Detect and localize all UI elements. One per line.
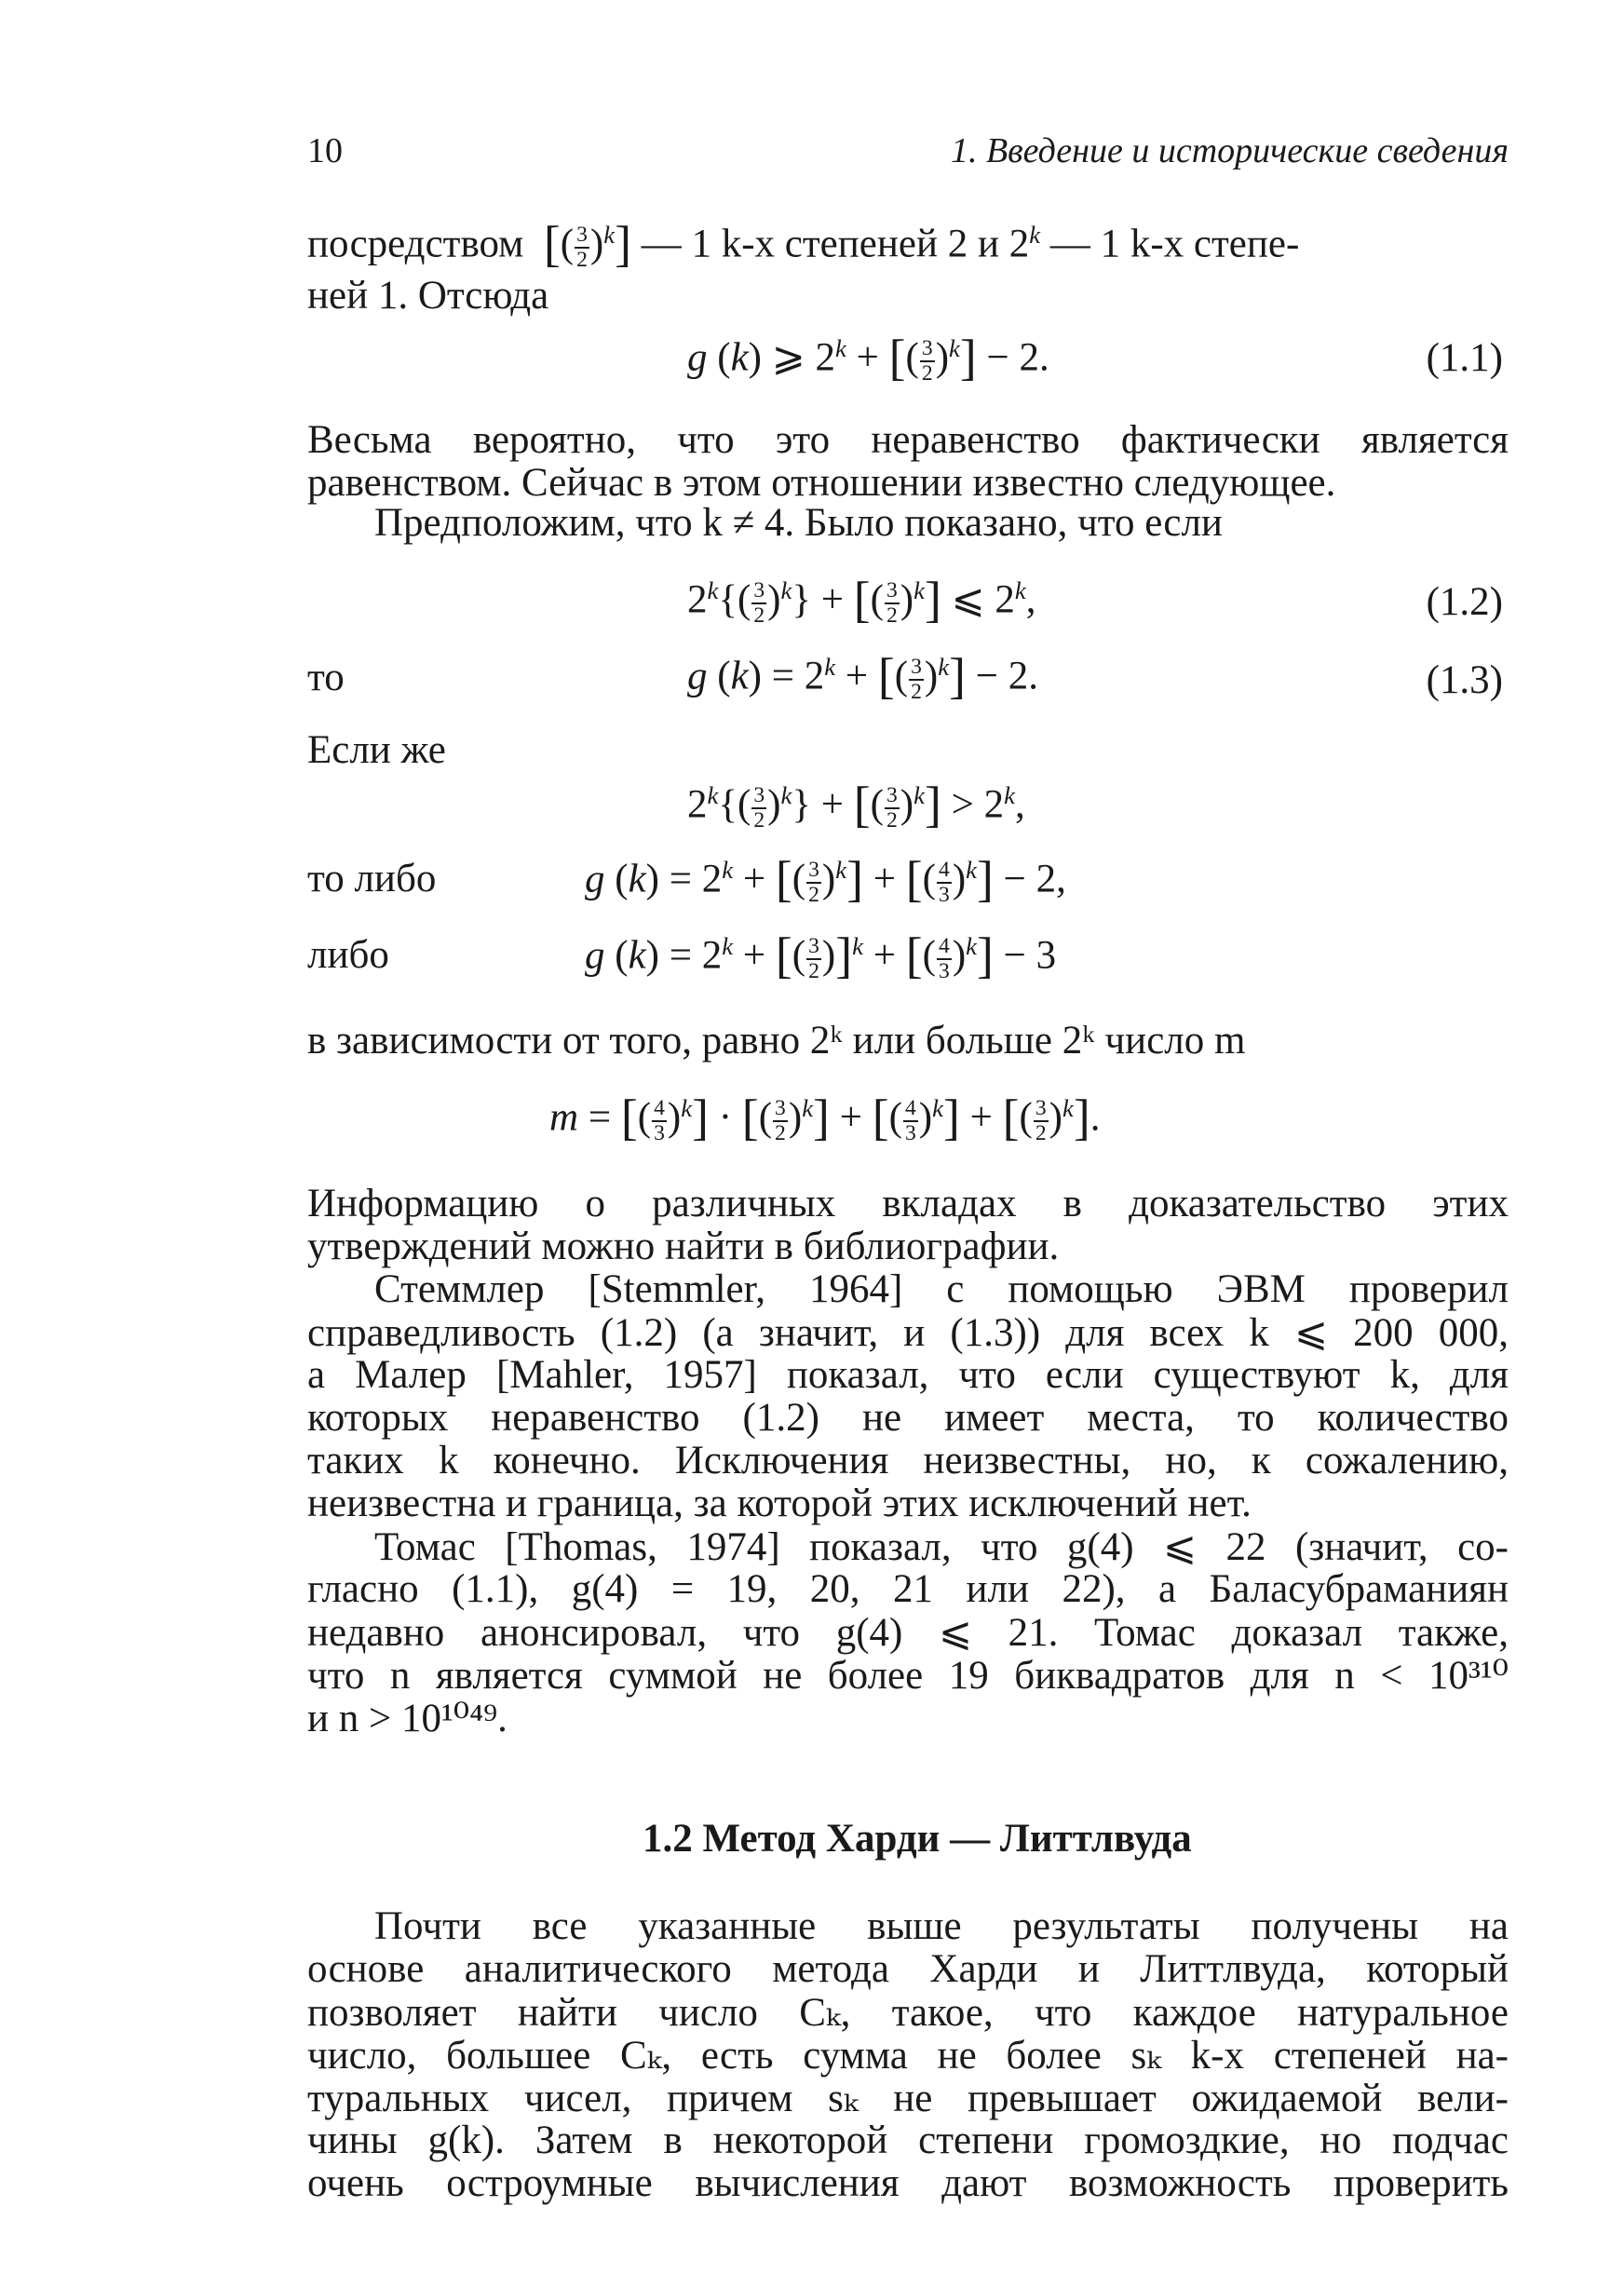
para5-line: очень остроумные вычисления дают возможность проверить	[307, 2161, 1509, 2205]
para1-line: Весьма вероятно, что это неравенство фактически является	[307, 418, 1509, 462]
para3-line: таких k конечно. Исключения неизвестны, но, к сожалению,	[307, 1439, 1509, 1482]
para3-line: Стеммлер [Stemmler, 1964] с помощью ЭВМ проверил	[374, 1267, 1509, 1311]
intro-tail: — 1 k-х степе-	[1049, 222, 1300, 266]
equation-number-1-2: (1.2)	[1426, 580, 1503, 624]
para4-line: и n > 10¹⁰⁴⁹.	[307, 1697, 508, 1740]
equation-case-2: g $(k) = 2^k$ + [( $\frac{3}{2}$ )]$^k$ + [( $\frac{4}{3}$ )$^k$] − 3	[585, 927, 1057, 983]
label-to-libo: то либо	[307, 857, 437, 900]
label-esli-zhe: Если же	[307, 728, 446, 772]
intro-line-1: посредством [( $\frac{3}{2}$ )$^k$] — 1 k-х степеней 2 и 2$^k$ — 1 k-х степе-	[307, 216, 1300, 272]
para3-line: неизвестна и граница, за которой этих исключений нет.	[307, 1482, 1252, 1525]
intro-rest: — 1 k-х степеней 2 и 2	[641, 222, 1030, 266]
para2-line: утверждений можно найти в библиографии.	[307, 1225, 1060, 1268]
equation-1-1: g (k) ⩾ $2^k$ + [( $\frac{3}{2}$ )$^k$] − 2.	[687, 330, 1049, 386]
depends-line: в зависимости от того, равно 2ᵏ или больше 2ᵏ число m	[307, 1019, 1246, 1063]
para1b-line: Предположим, что k ≠ 4. Было показано, что если	[374, 501, 1223, 545]
para5-line: основе аналитического метода Харди и Литтлвуда, который	[307, 1947, 1509, 1991]
para4-line: Томас [Thomas, 1974] показал, что g(4) ⩽ 22 (значит, со-	[374, 1525, 1509, 1569]
para5-line: позволяет найти число Cₖ, такое, что каждое натуральное	[307, 1991, 1509, 2035]
para3-line: которых неравенство (1.2) не имеет места, то количество	[307, 1396, 1509, 1440]
equation-case-1: g $(k) = 2^k$ + [( $\frac{3}{2}$ )$^k$] + [( $\frac{4}{3}$ )$^k$] − 2,	[585, 851, 1066, 907]
para2-line: Информацию о различных вкладах в доказательство этих	[307, 1182, 1509, 1225]
para5-line: Почти все указанные выше результаты получены на	[374, 1904, 1509, 1948]
section-heading: 1.2 Метод Харди — Литтлвуда	[643, 1817, 1192, 1861]
equation-1-3: g $(k) = 2^k$ + [( $\frac{3}{2}$ )$^k$] − 2.	[687, 648, 1039, 704]
label-libo: либо	[307, 933, 389, 977]
para5-line: число, большее Cₖ, есть сумма не более sₖ k-х степеней на-	[307, 2034, 1509, 2078]
equation-else: 2$^k${( $\frac{3}{2}$ )$^k$} + [( $\frac{3}{2}$ )$^k] > 2^k$,	[687, 777, 1025, 833]
equation-m: m = [( $\frac{4}{3}$ )$^k$] · [( $\frac{3}{2}$ )$^k$] + [( $\frac{4}{3}$ )$^k$] + [( $\frac{3}{2}$ )$^k$].	[549, 1090, 1101, 1145]
running-title: 1. Введение и исторические сведения	[950, 131, 1509, 170]
para5-line: чины g(k). Затем в некоторой степени громоздкие, но подчас	[307, 2119, 1509, 2162]
para3-line: справедливость (1.2) (а значит, и (1.3)) для всех k ⩽ 200 000,	[307, 1311, 1509, 1355]
intro-line-2: ней 1. Отсюда	[307, 274, 549, 318]
equation-1-2: 2$^k${( $\frac{3}{2}$ )$^k$} + [( $\frac{3}{2}$ )$^k$] ⩽ 2$^k$,	[687, 572, 1036, 628]
equation-number-1-3: (1.3)	[1426, 658, 1503, 702]
para1-line: равенством. Сейчас в этом отношении известно следующее.	[307, 461, 1336, 505]
page-number: 10	[307, 131, 343, 170]
para5-line: туральных чисел, причем sₖ не превышает ожидаемой вели-	[307, 2077, 1509, 2120]
para4-line: недавно анонсировал, что g(4) ⩽ 21. Томас доказал также,	[307, 1611, 1509, 1655]
para4-line: гласно (1.1), g(4) = 19, 20, 21 или 22), а Баласубраманиян	[307, 1567, 1509, 1611]
intro-word: посредством	[307, 222, 524, 266]
para3-line: а Малер [Mahler, 1957] показал, что если существуют k, для	[307, 1353, 1509, 1397]
equation-number-1-1: (1.1)	[1426, 336, 1503, 380]
label-to: то	[307, 656, 345, 699]
para4-line: что n является суммой не более 19 биквадратов для n < 10³¹⁰	[307, 1654, 1509, 1698]
